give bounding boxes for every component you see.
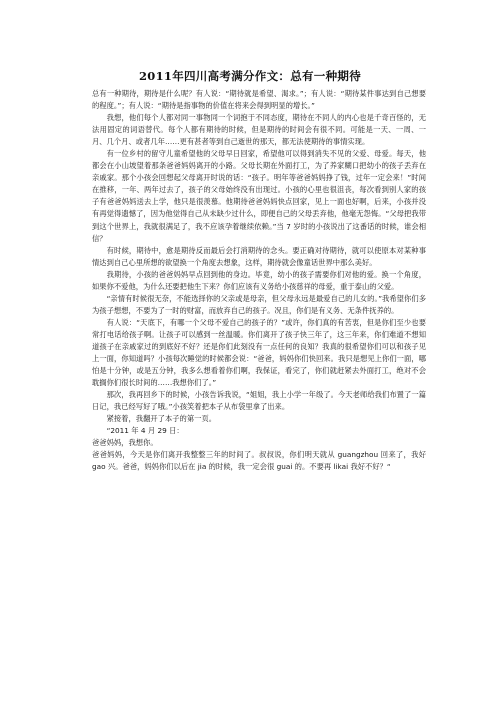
essay-paragraph: 有人说：“天底下，有哪一个父母不爱自己的孩子的？”或许，你们真的有苦衷，但是你们至少也要常打电话给孩子啊。让孩子可以感到一丝温暖。你们离开了孩子快三年了，这三年来，你们难道不想知道孩子在亲戚家过的到底好不好？还是你们此刻没有一点任何的良知？我真的很希望你们可以和孩子见上一面，你知道吗？小孩每次睡觉的时候都会说：“爸爸，妈妈你们快回来。我只是想见上你们一面，哪怕是十分钟，或是五分钟，我多么想看着你们啊，我保证，看完了，你们就赶紧去外面打工，绝对不会耽搁你们很长时间的……我想你们了。”	[92, 317, 426, 388]
essay-paragraph: 爸爸妈妈，今天是你们离开我整整三年的时间了。叔叔说，你们明天就从 guangzhou 回来了，我好 gao 兴。爸爸，妈妈你们以后在 jia 的时候，我一定会很 guai 的。不要再 likai 我好不好？“	[92, 450, 426, 472]
essay-body	[92, 88, 426, 474]
essay-paragraph: 有时候，期待中，愈是期待反而最后会打消期待的念头。要正确对待期待，就可以使原本对某种事情达到自己心里所想的欲望换一个角度去想象，这样，期待就会像童话世界中那么美好。	[92, 245, 426, 267]
essay-paragraph: 那次，我再回乡下的时候，小孩告诉我说，“姐姐，我上小学一年级了。今天老师给我们布置了一篇日记，我已经写好了哦。”小孩笑着把本子从布袋里拿了出来。	[92, 390, 426, 412]
essay-paragraph: 紧接着，我翻开了本子的第一页。	[106, 414, 217, 424]
page-title: 2011年四川高考满分作文：总有一种期待	[138, 69, 361, 83]
essay-paragraph: “亲情有时候很无奈，不能选择你的父亲或是母亲，但父母永远是最爱自己的儿女的。”我希望你们多为孩子想想，不要为了一时的财富，而放弃自己的孩子。况且，你们是有义务、无条件抚养的。	[92, 293, 426, 315]
essay-paragraph: 总有一种期待，期待是什么呢？有人说：“期待就是希望、渴求。”；有人说：“期待某件事达到自己想要的程度。”；有人说：“期待是指事物的价值在将来会得到明显的增长。”	[92, 89, 426, 111]
essay-paragraph: 我期待，小孩的爸爸妈妈早点回到他的身边。毕竟，幼小的孩子需要你们对他的爱。换一个角度，如果你不爱他，为什么还要把他生下来？你们应该有义务给小孩慈祥的母爱，重于泰山的父爱。	[92, 269, 426, 291]
essay-paragraph: “2011 年 4 月 29 日：	[106, 426, 184, 436]
essay-paragraph: 我想，他们每个人都对同一事物同一个词抱于不同态度，期待在不同人的内心也是千奇百怪的，无法用固定的词语替代。每个人都有期待的时候，但是期待的时间会有很不同。可能是一天、一周、一月、几个月、或者几年……更有甚者等到自己逝世的那天，都无法使期待的事情实现。	[92, 113, 426, 147]
essay-paragraph: 有一位乡村的留守儿童希望他的父母早日回家，希望他可以得到消失不见的父爱、母爱。每天，他都会在小山坡望着那条爸爸妈妈离开的小路。父母长期在外面打工，为了养家糊口把幼小的孩子丢弃在亲戚家。那个小孩会回想起父母离开时说的话：“孩子。明年等爸爸妈妈挣了钱，过年一定会来！”时间在推移，一年、两年过去了，孩子的父母始终没有出现过。小孩的心里也很沮丧，每次看到别人家的孩子有爸爸妈妈送去上学，他只是很羡慕。他期待爸爸妈妈快点回家，见上一面也好啊，后来，小孩并没有再觉得遗憾了，因为他觉得自己从未缺少过什么，即便自己的父母丢弃他，他毫无怨悔。“父母把我带到这个世界上，我就很满足了，我不应该孕着继续依赖。”当 7 岁时的小孩说出了这番话的时候，谁会相信？	[92, 149, 426, 243]
essay-paragraph: 爸爸妈妈，我想你。	[92, 438, 158, 448]
